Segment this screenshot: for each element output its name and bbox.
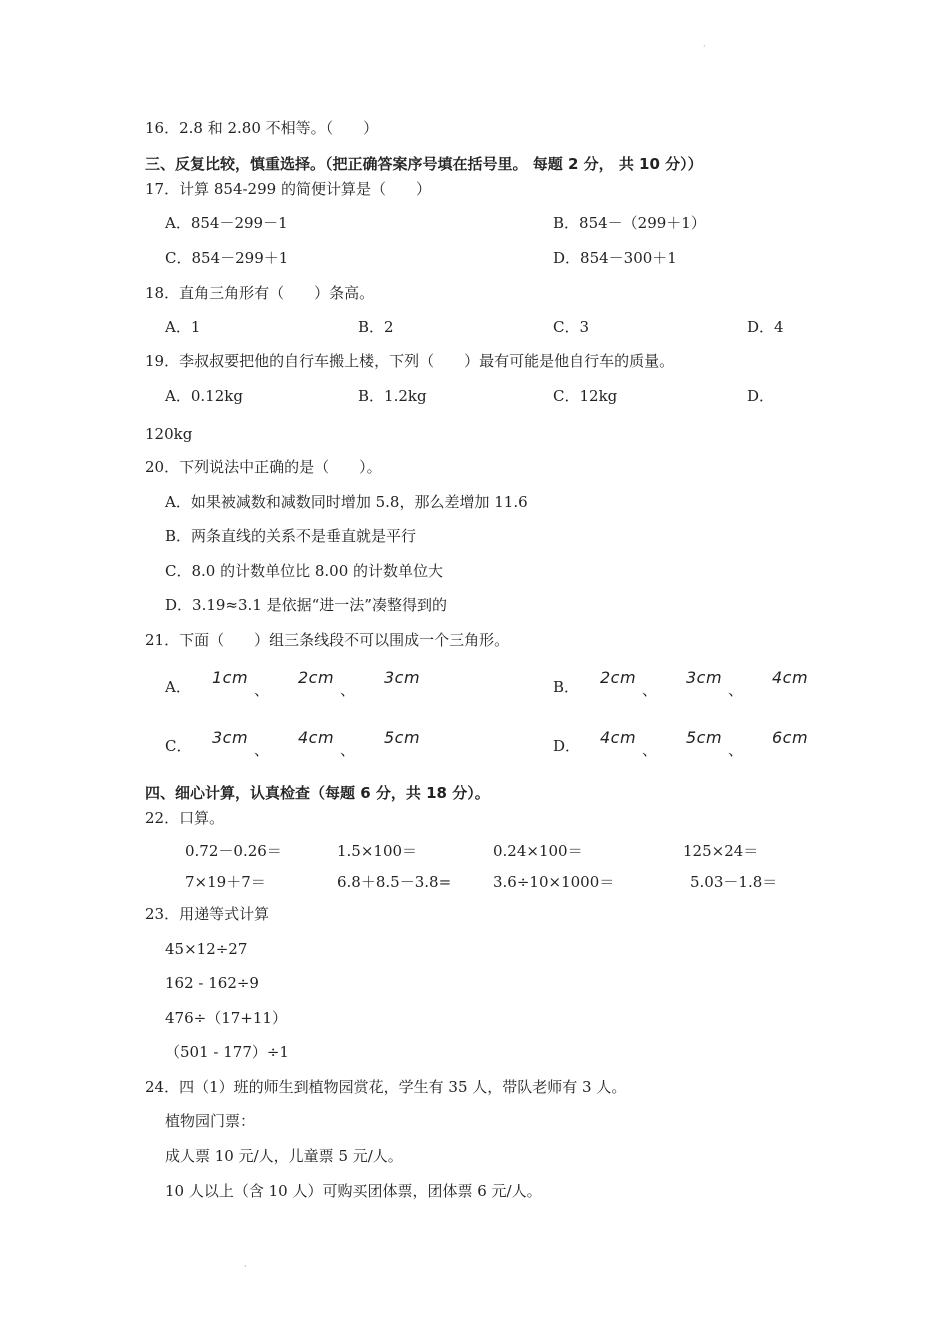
q19-option-d: D． [747, 387, 775, 405]
separator: 、 [642, 681, 658, 699]
q22-item: 125×24＝ [683, 842, 759, 860]
separator: 、 [642, 741, 658, 759]
question-22-stem: 22．口算。 [145, 809, 225, 827]
q24-line-2: 成人票 10 元/人，儿童票 5 元/人。 [165, 1147, 403, 1165]
separator: 、 [728, 681, 744, 699]
q19-option-b: B．1.2kg [358, 387, 427, 405]
separator: 、 [728, 741, 744, 759]
q21-option-d-label: D． [553, 737, 581, 755]
q21-c-segment-3: 5cm [384, 728, 421, 747]
q19-option-c: C．12kg [553, 387, 618, 405]
separator: 、 [340, 681, 356, 699]
q20-option-d: D．3.19≈3.1 是依据“进一法”凑整得到的 [165, 596, 447, 614]
q17-option-d: D．854－300＋1 [553, 249, 677, 267]
question-18-stem: 18．直角三角形有（ ）条高。 [145, 284, 375, 302]
q20-option-a: A．如果被减数和减数同时增加 5.8，那么差增加 11.6 [165, 493, 528, 511]
q21-a-segment-3: 3cm [384, 668, 421, 687]
bottom-mark: · [244, 1262, 247, 1271]
q23-expression-4: （501 - 177）÷1 [165, 1043, 289, 1061]
q24-line-1: 植物园门票： [165, 1112, 256, 1130]
q22-item: 5.03－1.8＝ [690, 873, 778, 891]
q18-option-d: D．4 [747, 318, 784, 336]
q21-b-segment-2: 3cm [686, 668, 723, 687]
section-4-title: 四、细心计算，认真检查（每题 6 分，共 18 分）。 [145, 784, 490, 802]
q22-item: 0.24×100＝ [493, 842, 583, 860]
q22-item: 7×19＋7＝ [185, 873, 266, 891]
q21-a-segment-2: 2cm [298, 668, 335, 687]
q22-item: 1.5×100＝ [337, 842, 418, 860]
q21-option-c-label: C． [165, 737, 192, 755]
q17-option-b: B．854－（299＋1） [553, 214, 706, 232]
q21-d-segment-3: 6cm [772, 728, 809, 747]
q23-expression-2: 162 - 162÷9 [165, 974, 259, 992]
q21-option-a-label: A． [165, 678, 191, 696]
q22-item: 6.8＋8.5－3.8= [337, 873, 452, 891]
q19-option-a: A．0.12kg [165, 387, 243, 405]
q21-d-segment-2: 5cm [686, 728, 723, 747]
q21-a-segment-1: 1cm [212, 668, 249, 687]
question-20-stem: 20．下列说法中正确的是（ ）。 [145, 458, 382, 476]
q21-option-b-label: B． [553, 678, 580, 696]
q18-option-c: C．3 [553, 318, 590, 336]
q23-expression-1: 45×12÷27 [165, 940, 248, 958]
question-16: 16．2.8 和 2.80 不相等。（ ） [145, 119, 379, 137]
q18-option-a: A．1 [165, 318, 201, 336]
question-24-stem: 24．四（1）班的师生到植物园赏花，学生有 35 人，带队老师有 3 人。 [145, 1078, 627, 1096]
q17-option-c: C．854－299＋1 [165, 249, 289, 267]
q17-option-a: A．854－299－1 [165, 214, 288, 232]
question-19-stem: 19．李叔叔要把他的自行车搬上楼，下列（ ）最有可能是他自行车的质量。 [145, 352, 675, 370]
question-17-stem: 17．计算 854-299 的简便计算是（ ） [145, 180, 431, 198]
q21-b-segment-3: 4cm [772, 668, 809, 687]
q21-c-segment-1: 3cm [212, 728, 249, 747]
q23-expression-3: 476÷（17+11） [165, 1009, 287, 1027]
question-21-stem: 21．下面（ ）组三条线段不可以围成一个三角形。 [145, 631, 510, 649]
top-mark: · [703, 42, 706, 51]
q19-option-d-value: 120kg [145, 425, 193, 443]
q20-option-b: B．两条直线的关系不是垂直就是平行 [165, 527, 417, 545]
q22-item: 3.6÷10×1000＝ [493, 873, 615, 891]
question-23-stem: 23．用递等式计算 [145, 905, 270, 923]
q21-c-segment-2: 4cm [298, 728, 335, 747]
separator: 、 [340, 741, 356, 759]
separator: 、 [254, 681, 270, 699]
q21-d-segment-1: 4cm [600, 728, 637, 747]
q22-item: 0.72－0.26＝ [185, 842, 282, 860]
q18-option-b: B．2 [358, 318, 394, 336]
q20-option-c: C．8.0 的计数单位比 8.00 的计数单位大 [165, 562, 444, 580]
separator: 、 [254, 741, 270, 759]
q21-b-segment-1: 2cm [600, 668, 637, 687]
section-3-title: 三、反复比较，慎重选择。（把正确答案序号填在括号里。 每题 2 分， 共 10 分）） [145, 155, 703, 173]
q24-line-3: 10 人以上（含 10 人）可购买团体票，团体票 6 元/人。 [165, 1182, 542, 1200]
